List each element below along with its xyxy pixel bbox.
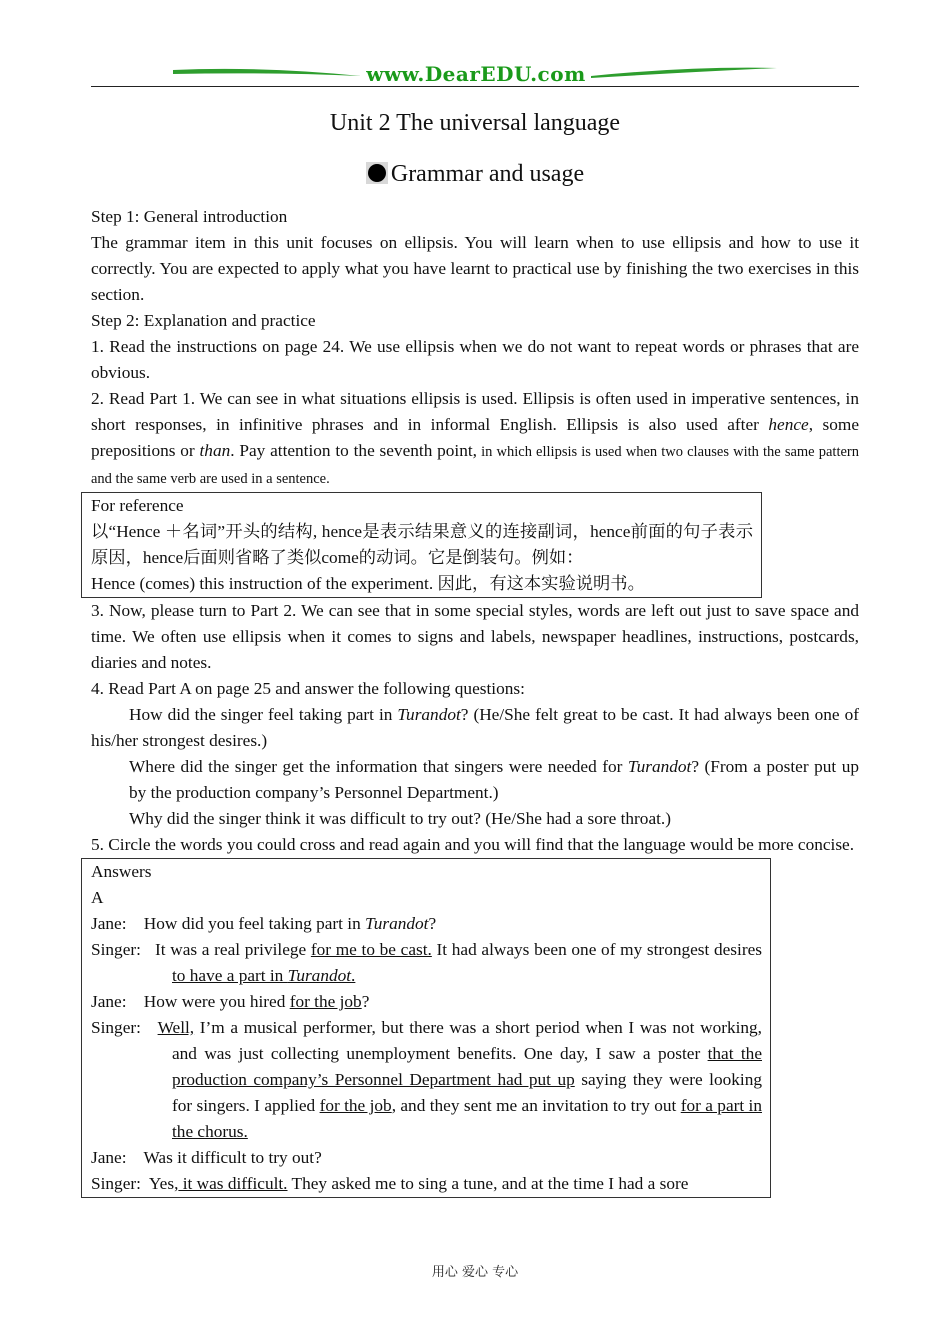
d2-underline-2-end: . xyxy=(351,966,356,985)
dialogue-line-4 xyxy=(91,1015,762,1145)
q1-turandot: Turandot xyxy=(397,705,461,724)
logo-text: www.DearEDU.com xyxy=(366,62,586,86)
d6-text-b: They asked me to sing a tune, and at the time I had a sore xyxy=(287,1174,689,1193)
intro-paragraph: The grammar item in this unit focuses on ellipsis. You will learn when to use ellipsis and how to use it correctly. You are expected to apply what you have learnt to practical use by finishing the two exercises in this section. xyxy=(91,233,859,304)
q2-text-b: ? (From a poster put up by the production company’s Personnel Department.) xyxy=(129,757,859,802)
reference-box xyxy=(81,492,762,598)
dialogue-line-5 xyxy=(91,1145,762,1171)
d3-text-b: ? xyxy=(361,992,370,1011)
reference-line-1: 以“Hence ＋名词”开头的结构, hence是表示结果意义的连接副词，hence前面的句子表示原因，hence后面则省略了类似come的动词。它是倒装句。例如： xyxy=(91,522,753,567)
d4-text-b: saying they were looking for singers. I applied xyxy=(172,1070,762,1115)
q1-text-a: How did the singer feel taking part in xyxy=(129,705,398,724)
speaker-singer: Singer: xyxy=(91,1174,141,1193)
item-2 xyxy=(91,386,859,492)
d4-underline-2: that the production company’s Personnel Department had put up xyxy=(172,1044,762,1089)
reference-line-2: Hence (comes) this instruction of the experiment. 因此，有这本实验说明书。 xyxy=(91,574,645,593)
d4-underline-4: for a part in the chorus. xyxy=(172,1096,762,1141)
q2-turandot: Turandot xyxy=(627,757,692,776)
question-3: Why did the singer think it was difficult to try out? (He/She had a sore throat.) xyxy=(129,809,671,828)
speaker-jane: Jane: xyxy=(91,992,127,1011)
d1-text-b: ? xyxy=(428,914,437,933)
item-2-hence: hence xyxy=(768,415,809,434)
item-2-small-text: in which ellipsis is used when two clauses with the same pattern and the same verb are used in a sentence. xyxy=(91,444,859,487)
dialogue-line-1 xyxy=(91,911,762,937)
section-heading xyxy=(91,161,859,188)
q1-text-b: ? (He/She felt great to be cast. It had always been one of his/her strongest desires.) xyxy=(91,705,859,750)
step2-heading: Step 2: Explanation and practice xyxy=(91,311,316,330)
speaker-singer: Singer: xyxy=(91,1018,141,1037)
dialogue-line-6 xyxy=(91,1171,762,1197)
d1-turandot: Turandot xyxy=(365,914,429,933)
item-2-than: than xyxy=(199,441,231,460)
page-header xyxy=(91,60,859,90)
d1-text-a: How did you feel taking part in xyxy=(143,914,366,933)
d2-text-a: It was a real privilege xyxy=(155,940,311,959)
item-3: 3. Now, please turn to Part 2. We can see that in some special styles, words are left out just to save space and time. We often use ellipsis when it comes to signs and labels, newspaper headlines, instructions, postcards, diaries and notes. xyxy=(91,601,859,672)
item-2-text-a: 2. Read Part 1. We can see in what situations ellipsis is used. Ellipsis is often used in imperative sentences, in short responses, in infinitive phrases and in informal English. Ellipsis is also used after xyxy=(91,389,859,434)
d2-turandot: Turandot xyxy=(287,966,352,985)
section-heading-text: Grammar and usage xyxy=(390,161,585,187)
item-5: 5. Circle the words you could cross and read again and you will find that the language would be more concise. xyxy=(91,835,855,854)
item-4: 4. Read Part A on page 25 and answer the following questions: xyxy=(91,679,525,698)
d3-underline: for the job xyxy=(289,992,362,1011)
d6-underline: it was difficult. xyxy=(178,1174,288,1193)
reference-title: For reference xyxy=(91,496,184,515)
step1-heading: Step 1: General introduction xyxy=(91,207,288,226)
speaker-jane: Jane: xyxy=(91,914,127,933)
d5-text: Was it difficult to try out? xyxy=(143,1148,322,1167)
dialogue-line-2 xyxy=(91,937,762,989)
d2-underline-2-text: to have a part in xyxy=(172,966,288,985)
q2-text-a: Where did the singer get the information that singers were needed for xyxy=(129,757,628,776)
d2-text-b: It had always been one of my strongest desires xyxy=(431,940,762,959)
question-1 xyxy=(91,702,859,754)
d2-underline-1: for me to be cast. xyxy=(310,940,432,959)
d4-text-c: , and they sent me an invitation to try out xyxy=(391,1096,681,1115)
item-2-text-b: , some prepositions or xyxy=(91,415,859,460)
document-body xyxy=(91,204,859,1198)
item-1: 1. Read the instructions on page 24. We use ellipsis when we do not want to repeat words or phrases that are obvious. xyxy=(91,337,859,382)
d3-text-a: How were you hired xyxy=(143,992,290,1011)
speaker-singer: Singer: xyxy=(91,940,141,959)
page-title: Unit 2 The universal language xyxy=(329,110,621,136)
item-2-text-c: . Pay attention to the seventh point, xyxy=(230,441,477,460)
answers-box xyxy=(81,858,771,1198)
answers-label: A xyxy=(91,888,104,907)
d4-underline-3: for the job xyxy=(319,1096,392,1115)
d4-underline-1: Well, xyxy=(157,1018,195,1037)
answers-title: Answers xyxy=(91,862,152,881)
d2-underline-2 xyxy=(172,966,355,985)
speaker-jane: Jane: xyxy=(91,1148,127,1167)
page-footer: 用心 爱心 专心 xyxy=(431,1265,519,1280)
dearedu-logo xyxy=(171,60,781,90)
dialogue-line-3 xyxy=(91,989,762,1015)
d4-text-a: I’m a musical performer, but there was a short period when I was not working, and was just collecting unemployment benefits. One day, I saw a poster xyxy=(172,1018,763,1063)
bullet-icon xyxy=(366,162,388,184)
d6-text-a: Yes, xyxy=(148,1174,179,1193)
question-2 xyxy=(91,754,859,806)
